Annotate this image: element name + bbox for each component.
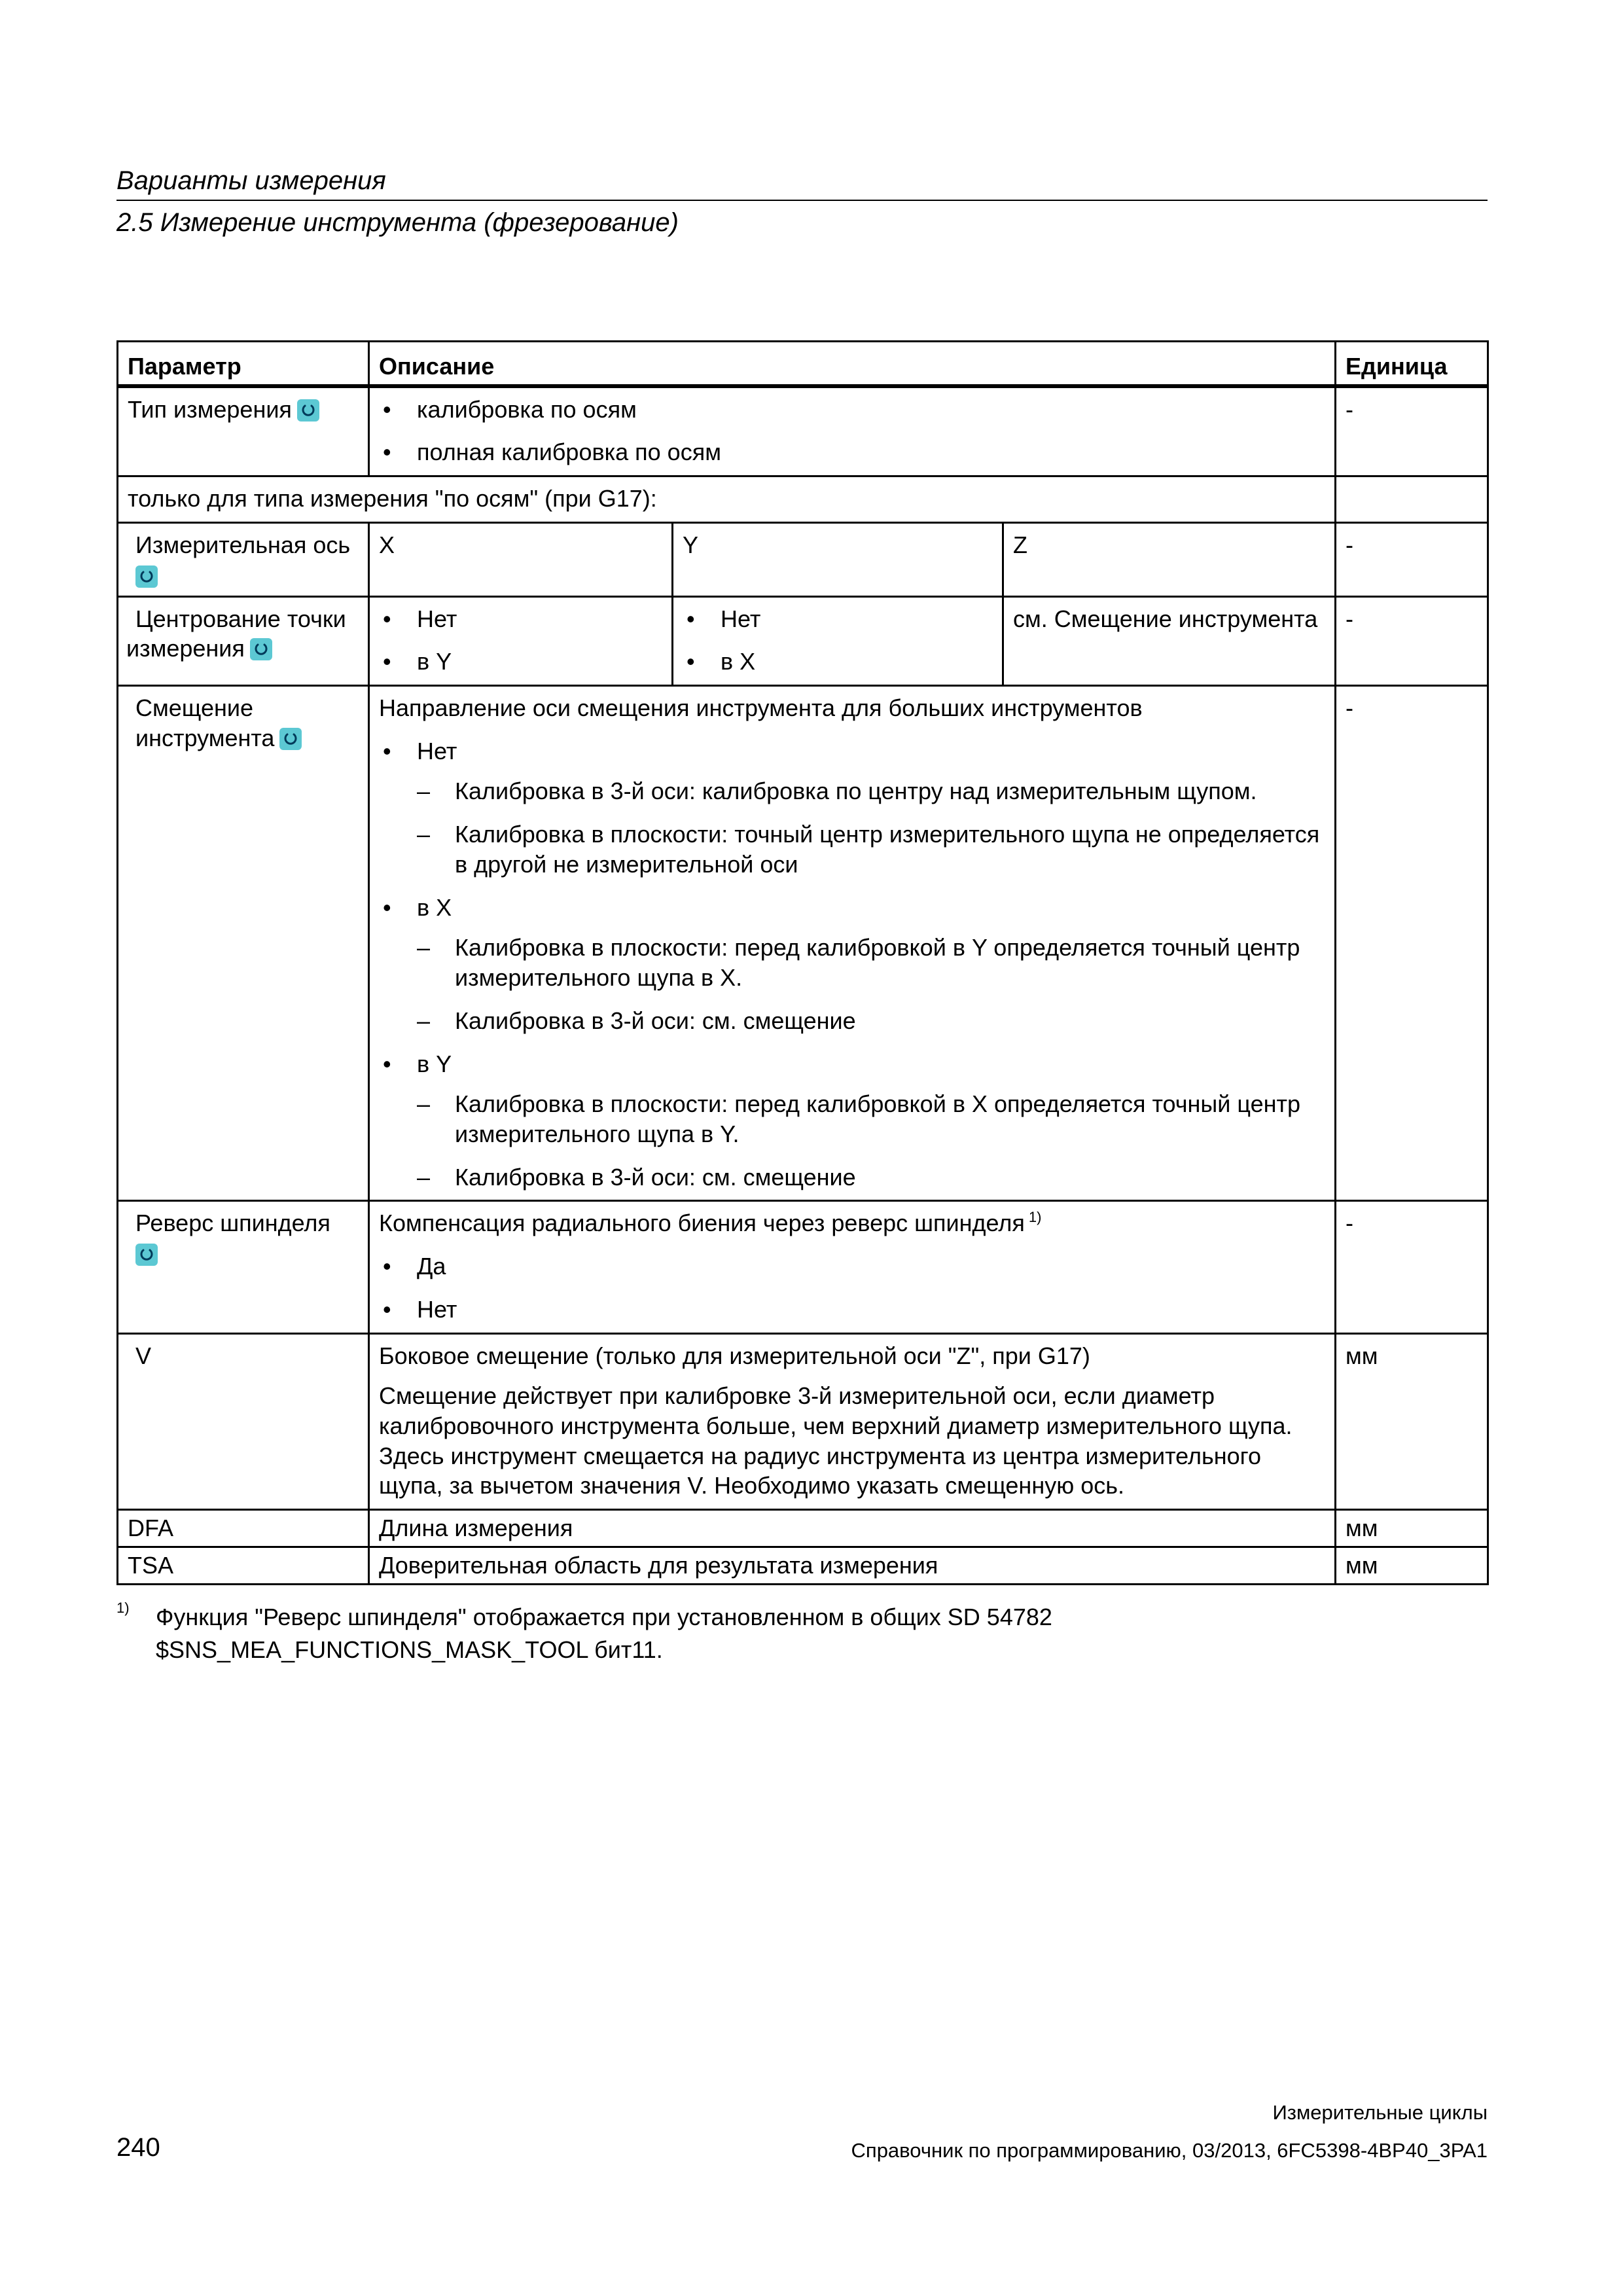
chapter-title: Варианты измерения xyxy=(116,166,386,195)
sub-item: – Калибровка в плоскости: точный центр измерительного щупа не определяется в другой не измерительной оси xyxy=(417,819,1325,879)
param-cell xyxy=(118,522,369,596)
centering-z-cell: см. Смещение инструмента xyxy=(1003,596,1336,685)
table-row xyxy=(118,1201,1488,1333)
table-row xyxy=(118,476,1488,523)
footer-book-title: Измерительные циклы xyxy=(1272,2101,1488,2124)
list-item: • полная калибровка по осям xyxy=(379,437,1325,467)
list-item: • Нет xyxy=(683,604,993,634)
unit-cell: - xyxy=(1336,386,1488,476)
desc-cell: Длина измерения xyxy=(369,1510,1336,1547)
desc-intro: Компенсация радиального биения через реверс шпинделя xyxy=(379,1210,1025,1237)
table-row xyxy=(118,522,1488,596)
toggle-select-icon[interactable] xyxy=(250,638,272,660)
footer-reference: Справочник по программированию, 03/2013, 6FC5398-4BP40_3PA1 xyxy=(851,2139,1488,2162)
option-label: в X xyxy=(417,893,452,921)
param-cell: V xyxy=(118,1333,369,1510)
sub-item: – Калибровка в 3-й оси: см. смещение xyxy=(417,1162,1325,1193)
axis-y: Y xyxy=(673,522,1003,596)
unit-cell: - xyxy=(1336,686,1488,1201)
param-name: Центрование точки измерения xyxy=(126,605,346,662)
param-name: Измерительная ось xyxy=(135,531,351,558)
unit-cell: мм xyxy=(1336,1547,1488,1584)
param-cell xyxy=(118,596,369,685)
desc-cell: Доверительная область для результата измерения xyxy=(369,1547,1336,1584)
axis-z: Z xyxy=(1003,522,1336,596)
centering-y-cell xyxy=(673,596,1003,685)
param-cell: DFA xyxy=(118,1510,369,1547)
param-name: Смещение инструмента xyxy=(135,694,275,751)
param-name: Тип измерения xyxy=(128,395,292,423)
unit-cell: - xyxy=(1336,522,1488,596)
unit-cell: - xyxy=(1336,596,1488,685)
desc-cell xyxy=(369,686,1336,1201)
sub-item: – Калибровка в плоскости: перед калибровкой в Y определяется точный центр измерительного щупа в X. xyxy=(417,933,1325,992)
param-cell xyxy=(118,1201,369,1333)
unit-cell: - xyxy=(1336,1201,1488,1333)
sub-item: – Калибровка в 3-й оси: см. смещение xyxy=(417,1006,1325,1036)
centering-x-cell xyxy=(369,596,673,685)
list-item: • Да xyxy=(379,1251,1325,1282)
header-unit: Единица xyxy=(1336,342,1488,386)
footnote-mark: 1) xyxy=(116,1600,130,1616)
option-label: Нет xyxy=(417,737,457,764)
table-header-row xyxy=(118,342,1488,386)
desc-intro-line xyxy=(379,1208,1325,1238)
unit-cell: мм xyxy=(1336,1333,1488,1510)
desc-para: Боковое смещение (только для измерительной оси "Z", при G17) xyxy=(379,1342,1090,1369)
sub-item: – Калибровка в плоскости: перед калибровкой в X определяется точный центр измерительного щупа в Y. xyxy=(417,1089,1325,1149)
parameter-table xyxy=(116,340,1489,1585)
list-item: • Нет xyxy=(379,1295,1325,1325)
section-title: 2.5 Измерение инструмента (фрезерование) xyxy=(116,208,679,237)
axis-x: X xyxy=(369,522,673,596)
header-description: Описание xyxy=(369,342,1336,386)
list-item: • Нет xyxy=(379,604,662,634)
param-cell xyxy=(118,386,369,476)
footnote-ref: 1) xyxy=(1028,1209,1042,1226)
table-row xyxy=(118,1333,1488,1510)
footnote-text: Функция "Реверс шпинделя" отображается при установленном в общих SD 54782 $SNS_MEA_FUNCTIONS_MASK_TOOL бит11. xyxy=(156,1604,1052,1664)
unit-cell: мм xyxy=(1336,1510,1488,1547)
list-item: • калибровка по осям xyxy=(379,395,1325,425)
desc-cell xyxy=(369,1201,1336,1333)
header-parameter: Параметр xyxy=(118,342,369,386)
list-item: • в Y xyxy=(379,647,662,677)
table-row xyxy=(118,1510,1488,1547)
desc-para: Смещение действует при калибровке 3-й измерительной оси, если диаметр калибровочного инструмента больше, чем верхний диаметр измерительного щупа. Здесь инструмент смещается на радиус инструмента из центра измерительного щупа, за вычетом значения V. Необходимо указать смещенную ось. xyxy=(379,1382,1293,1499)
param-cell: TSA xyxy=(118,1547,369,1584)
table-row xyxy=(118,1547,1488,1584)
table-row xyxy=(118,686,1488,1201)
unit-cell xyxy=(1336,476,1488,523)
page-number: 240 xyxy=(116,2133,160,2162)
toggle-select-icon[interactable] xyxy=(135,565,158,588)
list-item xyxy=(379,893,1325,1036)
list-item xyxy=(379,1049,1325,1193)
sub-item: – Калибровка в 3-й оси: калибровка по центру над измерительным щупом. xyxy=(417,776,1325,806)
param-cell xyxy=(118,686,369,1201)
header-rule xyxy=(116,200,1488,201)
footnote xyxy=(116,1601,1360,1667)
toggle-select-icon[interactable] xyxy=(135,1244,158,1266)
desc-cell xyxy=(369,1333,1336,1510)
list-item xyxy=(379,736,1325,880)
toggle-select-icon[interactable] xyxy=(279,728,302,750)
option-label: в Y xyxy=(417,1050,452,1077)
desc-cell xyxy=(369,386,1336,476)
list-item: • в X xyxy=(683,647,993,677)
param-name: Реверс шпинделя xyxy=(135,1210,330,1237)
table-row xyxy=(118,386,1488,476)
toggle-select-icon[interactable] xyxy=(297,399,319,422)
table-row xyxy=(118,596,1488,685)
note-cell: только для типа измерения "по осям" (при G17): xyxy=(118,476,1336,523)
desc-intro: Направление оси смещения инструмента для больших инструментов xyxy=(379,694,1143,722)
